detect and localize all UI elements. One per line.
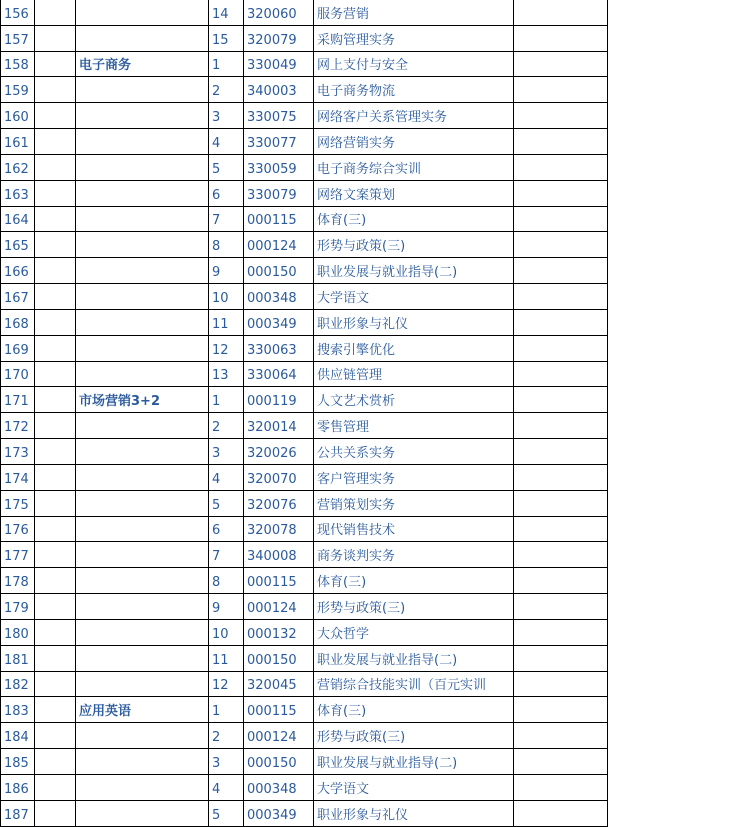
cell-course-name[interactable]: 服务营销 [314, 0, 514, 25]
table-row [1, 180, 608, 206]
cell-trailing-blank[interactable] [514, 103, 608, 129]
cell-code[interactable]: 330063 [244, 335, 314, 361]
cell-trailing-blank[interactable] [514, 25, 608, 51]
cell-code[interactable]: 000150 [244, 749, 314, 775]
cell-category[interactable]: 电子商务 [76, 51, 209, 77]
cell-category[interactable] [76, 439, 209, 465]
cell-trailing-blank[interactable] [514, 542, 608, 568]
cell-blank[interactable] [35, 103, 76, 129]
cell-seq[interactable]: 1 [209, 387, 244, 413]
cell-blank[interactable] [35, 232, 76, 258]
table-row [1, 361, 608, 387]
cell-seq[interactable]: 7 [209, 206, 244, 232]
cell-row-no[interactable]: 175 [1, 490, 35, 516]
cell-blank[interactable] [35, 180, 76, 206]
cell-blank[interactable] [35, 490, 76, 516]
cell-category[interactable] [76, 800, 209, 826]
cell-course-name[interactable]: 采购管理实务 [314, 25, 514, 51]
cell-seq[interactable]: 8 [209, 232, 244, 258]
cell-seq[interactable]: 5 [209, 800, 244, 826]
cell-category[interactable] [76, 284, 209, 310]
cell-seq[interactable]: 1 [209, 51, 244, 77]
cell-category[interactable] [76, 413, 209, 439]
cell-course-name[interactable]: 大学语文 [314, 774, 514, 800]
cell-trailing-blank[interactable] [514, 723, 608, 749]
cell-blank[interactable] [35, 77, 76, 103]
cell-blank[interactable] [35, 516, 76, 542]
cell-row-no[interactable]: 169 [1, 335, 35, 361]
cell-course-name[interactable]: 职业发展与就业指导(二) [314, 645, 514, 671]
cell-seq[interactable]: 9 [209, 258, 244, 284]
table-row [1, 77, 608, 103]
cell-trailing-blank[interactable] [514, 413, 608, 439]
cell-category[interactable] [76, 516, 209, 542]
cell-trailing-blank[interactable] [514, 51, 608, 77]
cell-course-name[interactable]: 电子商务综合实训 [314, 154, 514, 180]
cell-trailing-blank[interactable] [514, 749, 608, 775]
cell-trailing-blank[interactable] [514, 619, 608, 645]
cell-seq[interactable]: 12 [209, 335, 244, 361]
cell-seq[interactable]: 9 [209, 594, 244, 620]
cell-row-no[interactable]: 182 [1, 671, 35, 697]
cell-course-name[interactable]: 现代销售技术 [314, 516, 514, 542]
cell-course-name[interactable]: 网上支付与安全 [314, 51, 514, 77]
cell-code[interactable]: 000115 [244, 697, 314, 723]
cell-category[interactable] [76, 180, 209, 206]
table-row [1, 129, 608, 155]
cell-course-name[interactable]: 商务谈判实务 [314, 542, 514, 568]
cell-category[interactable] [76, 258, 209, 284]
cell-trailing-blank[interactable] [514, 697, 608, 723]
cell-trailing-blank[interactable] [514, 594, 608, 620]
cell-seq[interactable]: 3 [209, 749, 244, 775]
cell-trailing-blank[interactable] [514, 180, 608, 206]
cell-row-no[interactable]: 178 [1, 568, 35, 594]
cell-seq[interactable]: 4 [209, 774, 244, 800]
cell-blank[interactable] [35, 619, 76, 645]
cell-category[interactable] [76, 594, 209, 620]
cell-trailing-blank[interactable] [514, 206, 608, 232]
cell-code[interactable]: 000124 [244, 594, 314, 620]
cell-seq[interactable]: 11 [209, 645, 244, 671]
cell-code[interactable]: 320076 [244, 490, 314, 516]
table-row [1, 516, 608, 542]
cell-course-name[interactable]: 营销策划实务 [314, 490, 514, 516]
cell-row-no[interactable]: 161 [1, 129, 35, 155]
cell-row-no[interactable]: 172 [1, 413, 35, 439]
cell-seq[interactable]: 13 [209, 361, 244, 387]
cell-category[interactable]: 应用英语 [76, 697, 209, 723]
cell-seq[interactable]: 10 [209, 284, 244, 310]
cell-blank[interactable] [35, 774, 76, 800]
cell-row-no[interactable]: 164 [1, 206, 35, 232]
cell-seq[interactable]: 3 [209, 439, 244, 465]
cell-trailing-blank[interactable] [514, 464, 608, 490]
cell-blank[interactable] [35, 154, 76, 180]
cell-row-no[interactable]: 156 [1, 0, 35, 25]
cell-row-no[interactable]: 177 [1, 542, 35, 568]
cell-trailing-blank[interactable] [514, 361, 608, 387]
cell-trailing-blank[interactable] [514, 258, 608, 284]
cell-row-no[interactable]: 174 [1, 464, 35, 490]
cell-course-name[interactable]: 体育(三) [314, 697, 514, 723]
cell-blank[interactable] [35, 645, 76, 671]
cell-row-no[interactable]: 162 [1, 154, 35, 180]
cell-row-no[interactable]: 158 [1, 51, 35, 77]
cell-course-name[interactable]: 网络文案策划 [314, 180, 514, 206]
cell-code[interactable]: 330049 [244, 51, 314, 77]
table-row [1, 25, 608, 51]
cell-code[interactable]: 330075 [244, 103, 314, 129]
cell-row-no[interactable]: 186 [1, 774, 35, 800]
cell-trailing-blank[interactable] [514, 284, 608, 310]
cell-blank[interactable] [35, 387, 76, 413]
cell-category[interactable] [76, 671, 209, 697]
cell-category[interactable] [76, 749, 209, 775]
cell-blank[interactable] [35, 25, 76, 51]
cell-trailing-blank[interactable] [514, 335, 608, 361]
cell-trailing-blank[interactable] [514, 439, 608, 465]
cell-row-no[interactable]: 179 [1, 594, 35, 620]
cell-row-no[interactable]: 176 [1, 516, 35, 542]
cell-blank[interactable] [35, 361, 76, 387]
cell-row-no[interactable]: 166 [1, 258, 35, 284]
cell-seq[interactable]: 2 [209, 723, 244, 749]
table-row [1, 542, 608, 568]
cell-course-name[interactable]: 网络客户关系管理实务 [314, 103, 514, 129]
cell-code[interactable]: 000349 [244, 309, 314, 335]
cell-row-no[interactable]: 165 [1, 232, 35, 258]
cell-code[interactable]: 000119 [244, 387, 314, 413]
cell-trailing-blank[interactable] [514, 0, 608, 25]
cell-seq[interactable]: 4 [209, 464, 244, 490]
table-row [1, 568, 608, 594]
cell-trailing-blank[interactable] [514, 645, 608, 671]
table-row [1, 464, 608, 490]
cell-category[interactable] [76, 568, 209, 594]
table-row [1, 800, 608, 826]
cell-trailing-blank[interactable] [514, 774, 608, 800]
cell-code[interactable]: 000150 [244, 258, 314, 284]
cell-row-no[interactable]: 167 [1, 284, 35, 310]
cell-row-no[interactable]: 171 [1, 387, 35, 413]
cell-category[interactable] [76, 129, 209, 155]
cell-trailing-blank[interactable] [514, 232, 608, 258]
cell-blank[interactable] [35, 309, 76, 335]
cell-blank[interactable] [35, 206, 76, 232]
table-row [1, 258, 608, 284]
cell-row-no[interactable]: 163 [1, 180, 35, 206]
cell-category[interactable] [76, 77, 209, 103]
cell-row-no[interactable]: 180 [1, 619, 35, 645]
table-row [1, 0, 608, 25]
cell-code[interactable]: 320014 [244, 413, 314, 439]
cell-category[interactable] [76, 103, 209, 129]
table-row [1, 594, 608, 620]
cell-code[interactable]: 340003 [244, 77, 314, 103]
cell-code[interactable]: 330064 [244, 361, 314, 387]
cell-category[interactable] [76, 154, 209, 180]
cell-code[interactable]: 320078 [244, 516, 314, 542]
cell-code[interactable]: 320060 [244, 0, 314, 25]
cell-course-name[interactable]: 公共关系实务 [314, 439, 514, 465]
cell-row-no[interactable]: 183 [1, 697, 35, 723]
cell-blank[interactable] [35, 258, 76, 284]
cell-blank[interactable] [35, 284, 76, 310]
cell-trailing-blank[interactable] [514, 516, 608, 542]
cell-code[interactable]: 320070 [244, 464, 314, 490]
cell-blank[interactable] [35, 568, 76, 594]
cell-row-no[interactable]: 181 [1, 645, 35, 671]
cell-blank[interactable] [35, 697, 76, 723]
cell-seq[interactable]: 2 [209, 77, 244, 103]
table-row [1, 490, 608, 516]
cell-course-name[interactable]: 人文艺术赏析 [314, 387, 514, 413]
cell-course-name[interactable]: 电子商务物流 [314, 77, 514, 103]
cell-course-name[interactable]: 网络营销实务 [314, 129, 514, 155]
cell-seq[interactable]: 6 [209, 516, 244, 542]
cell-seq[interactable]: 4 [209, 129, 244, 155]
cell-code[interactable]: 330077 [244, 129, 314, 155]
table-row [1, 387, 608, 413]
cell-blank[interactable] [35, 439, 76, 465]
cell-seq[interactable]: 15 [209, 25, 244, 51]
cell-category[interactable] [76, 206, 209, 232]
cell-row-no[interactable]: 170 [1, 361, 35, 387]
table-row [1, 749, 608, 775]
cell-course-name[interactable]: 形势与政策(三) [314, 232, 514, 258]
cell-blank[interactable] [35, 129, 76, 155]
cell-category[interactable]: 市场营销3+2 [76, 387, 209, 413]
cell-code[interactable]: 000348 [244, 774, 314, 800]
cell-blank[interactable] [35, 464, 76, 490]
cell-course-name[interactable]: 形势与政策(三) [314, 594, 514, 620]
cell-course-name[interactable]: 形势与政策(三) [314, 723, 514, 749]
table-row [1, 645, 608, 671]
table-row [1, 103, 608, 129]
cell-category[interactable] [76, 619, 209, 645]
cell-blank[interactable] [35, 594, 76, 620]
table-row [1, 413, 608, 439]
cell-category[interactable] [76, 464, 209, 490]
cell-seq[interactable]: 11 [209, 309, 244, 335]
cell-course-name[interactable]: 大学语文 [314, 284, 514, 310]
cell-category[interactable] [76, 25, 209, 51]
cell-course-name[interactable]: 营销综合技能实训（百元实训 [314, 671, 514, 697]
table-row [1, 619, 608, 645]
cell-course-name[interactable]: 供应链管理 [314, 361, 514, 387]
cell-seq[interactable]: 8 [209, 568, 244, 594]
cell-row-no[interactable]: 160 [1, 103, 35, 129]
cell-blank[interactable] [35, 335, 76, 361]
cell-code[interactable]: 000124 [244, 232, 314, 258]
table-row [1, 309, 608, 335]
cell-blank[interactable] [35, 542, 76, 568]
cell-trailing-blank[interactable] [514, 154, 608, 180]
table-row [1, 284, 608, 310]
cell-course-name[interactable]: 大众哲学 [314, 619, 514, 645]
cell-trailing-blank[interactable] [514, 490, 608, 516]
cell-category[interactable] [76, 232, 209, 258]
cell-seq[interactable]: 5 [209, 490, 244, 516]
cell-category[interactable] [76, 542, 209, 568]
cell-seq[interactable]: 14 [209, 0, 244, 25]
table-row [1, 439, 608, 465]
cell-course-name[interactable]: 搜索引擎优化 [314, 335, 514, 361]
cell-seq[interactable]: 7 [209, 542, 244, 568]
table-row [1, 671, 608, 697]
cell-code[interactable]: 330059 [244, 154, 314, 180]
cell-code[interactable]: 320045 [244, 671, 314, 697]
cell-blank[interactable] [35, 413, 76, 439]
cell-blank[interactable] [35, 51, 76, 77]
cell-course-name[interactable]: 零售管理 [314, 413, 514, 439]
cell-blank[interactable] [35, 0, 76, 25]
cell-blank[interactable] [35, 800, 76, 826]
cell-category[interactable] [76, 361, 209, 387]
cell-seq[interactable]: 2 [209, 413, 244, 439]
cell-code[interactable]: 320079 [244, 25, 314, 51]
cell-category[interactable] [76, 0, 209, 25]
cell-course-name[interactable]: 体育(三) [314, 568, 514, 594]
table-row [1, 335, 608, 361]
cell-trailing-blank[interactable] [514, 77, 608, 103]
cell-course-name[interactable]: 体育(三) [314, 206, 514, 232]
cell-row-no[interactable]: 157 [1, 25, 35, 51]
cell-trailing-blank[interactable] [514, 309, 608, 335]
cell-code[interactable]: 000115 [244, 568, 314, 594]
cell-trailing-blank[interactable] [514, 671, 608, 697]
cell-code[interactable]: 330079 [244, 180, 314, 206]
cell-code[interactable]: 320026 [244, 439, 314, 465]
cell-row-no[interactable]: 173 [1, 439, 35, 465]
table-row [1, 723, 608, 749]
table-row [1, 232, 608, 258]
cell-category[interactable] [76, 723, 209, 749]
cell-row-no[interactable]: 185 [1, 749, 35, 775]
cell-trailing-blank[interactable] [514, 387, 608, 413]
cell-blank[interactable] [35, 671, 76, 697]
cell-seq[interactable]: 6 [209, 180, 244, 206]
cell-code[interactable]: 000115 [244, 206, 314, 232]
cell-category[interactable] [76, 335, 209, 361]
cell-category[interactable] [76, 309, 209, 335]
table-row [1, 206, 608, 232]
cell-category[interactable] [76, 490, 209, 516]
cell-course-name[interactable]: 职业发展与就业指导(二) [314, 749, 514, 775]
cell-category[interactable] [76, 645, 209, 671]
cell-course-name[interactable]: 客户管理实务 [314, 464, 514, 490]
cell-row-no[interactable]: 187 [1, 800, 35, 826]
cell-course-name[interactable]: 职业形象与礼仪 [314, 309, 514, 335]
cell-course-name[interactable]: 职业形象与礼仪 [314, 800, 514, 826]
cell-trailing-blank[interactable] [514, 129, 608, 155]
cell-trailing-blank[interactable] [514, 568, 608, 594]
cell-code[interactable]: 000124 [244, 723, 314, 749]
cell-row-no[interactable]: 184 [1, 723, 35, 749]
cell-blank[interactable] [35, 749, 76, 775]
cell-category[interactable] [76, 774, 209, 800]
cell-seq[interactable]: 5 [209, 154, 244, 180]
cell-seq[interactable]: 3 [209, 103, 244, 129]
cell-code[interactable]: 340008 [244, 542, 314, 568]
cell-seq[interactable]: 12 [209, 671, 244, 697]
table-row [1, 51, 608, 77]
table-row [1, 154, 608, 180]
table-row [1, 697, 608, 723]
cell-row-no[interactable]: 159 [1, 77, 35, 103]
cell-blank[interactable] [35, 723, 76, 749]
cell-code[interactable]: 000132 [244, 619, 314, 645]
cell-seq[interactable]: 10 [209, 619, 244, 645]
cell-code[interactable]: 000349 [244, 800, 314, 826]
table-row [1, 774, 608, 800]
cell-course-name[interactable]: 职业发展与就业指导(二) [314, 258, 514, 284]
cell-code[interactable]: 000348 [244, 284, 314, 310]
cell-row-no[interactable]: 168 [1, 309, 35, 335]
cell-code[interactable]: 000150 [244, 645, 314, 671]
cell-trailing-blank[interactable] [514, 800, 608, 826]
cell-seq[interactable]: 1 [209, 697, 244, 723]
